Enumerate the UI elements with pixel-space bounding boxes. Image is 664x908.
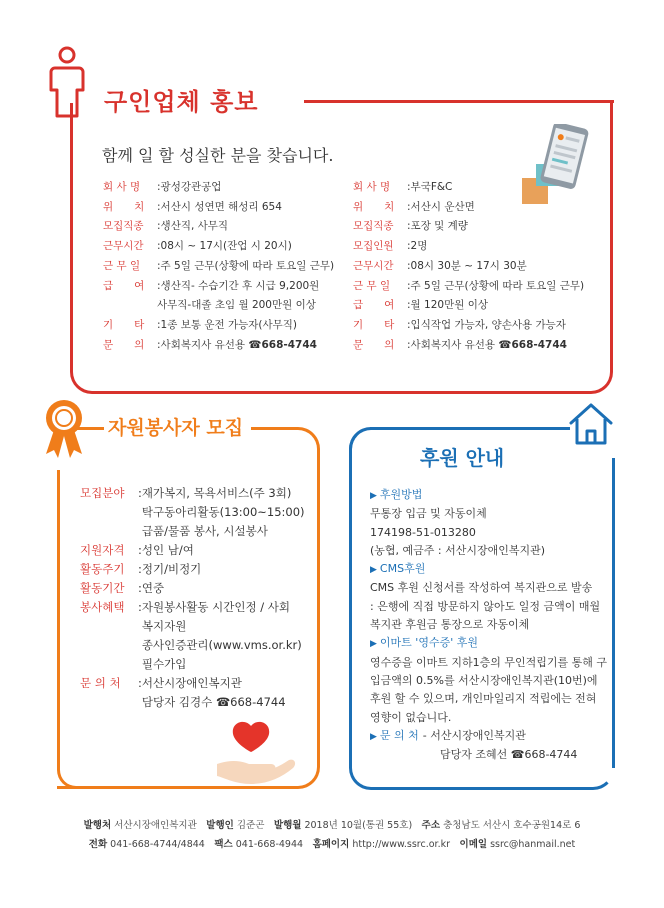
info-value — [161, 277, 320, 297]
volunteer-row: 문 의 처 : 서산시장애인복지관 담당자 김경수 ☎668-4744 — [80, 674, 316, 712]
info-value — [161, 316, 297, 336]
donation-contact-org: - 서산시장애인복지관 — [422, 728, 526, 742]
volunteer-value-line: 급품/물품 봉사, 시설봉사 — [141, 524, 268, 538]
job-subtitle: 함께 일 할 성실한 분을 찾습니다. — [102, 146, 334, 165]
footer-key: 발행인 — [206, 820, 234, 831]
volunteer-value-line: 연중 — [141, 581, 165, 595]
info-label: 기 타 — [103, 318, 145, 331]
info-value-text: 2명 — [410, 240, 428, 253]
donation-line: CMS 후원 신청서를 작성하여 복지관으로 발송 — [370, 581, 593, 595]
company-info-row: 기 타 : 입식작업 가능자, 양손사용 가능자 — [353, 316, 584, 336]
donation-heading — [370, 634, 606, 653]
info-label: 위 치 — [103, 200, 145, 213]
volunteer-value — [142, 560, 201, 579]
info-value — [161, 336, 317, 356]
info-value-text: 주 5일 근무(상황에 따라 토요일 근무) — [160, 259, 335, 272]
footer-value: 김준곤 — [236, 820, 265, 831]
footer-line-2 — [0, 835, 664, 854]
footer-key: 발행처 — [83, 820, 112, 831]
info-label: 근무시간 — [103, 240, 144, 253]
company-info-row: 위 치 : 서산시 운산면 — [353, 198, 584, 218]
footer-value: 2018년 10월(통권 55호) — [304, 820, 413, 831]
volunteer-value-line: 자원봉사활동 시간인정 / 사회 — [141, 600, 291, 614]
donation-heading-text: CMS후원 — [379, 562, 426, 576]
info-value-text: 광성강관공업 — [160, 181, 222, 193]
triangle-bullet-icon: ▶ — [370, 565, 377, 576]
info-value-text: 08시 ~ 17시(잔업 시 20시) — [160, 240, 292, 253]
donation-contact-person: 담당자 조혜선 ☎668-4744 — [440, 748, 578, 762]
info-value — [411, 257, 527, 277]
volunteer-value — [142, 579, 164, 598]
company-info-row: 회 사 명 : 부국F&C — [353, 178, 584, 198]
company-info-row: 기 타 : 1종 보통 운전 가능자(사무직) — [103, 316, 334, 336]
volunteer-value-line: 종사인증관리(www.vms.or.kr) — [141, 638, 302, 652]
company-info-row: 문 의 : 사회복지사 유선용 ☎668-4744 — [353, 336, 584, 356]
info-value-text: 주 5일 근무(상황에 따라 토요일 근무) — [410, 279, 585, 292]
donation-line: (농협, 예금주 : 서산시장애인복지관) — [370, 543, 546, 557]
info-value-text: 부국F&C — [410, 181, 453, 193]
donation-frame-corner — [349, 427, 373, 451]
company-info-row: 근무시간 : 08시 30분 ~ 17시 30분 — [353, 257, 584, 277]
info-value — [161, 178, 222, 198]
info-label: 근 무 일 — [353, 279, 391, 292]
medal-icon — [42, 396, 86, 460]
info-label: 회 사 명 — [103, 181, 141, 193]
donation-heading-text: 후원방법 — [379, 488, 423, 501]
company-info-row: 급 여 : 생산직- 수습기간 후 시급 9,200원 — [103, 277, 334, 297]
info-value — [411, 217, 468, 237]
info-value — [411, 277, 585, 297]
phone-number: ☎668-4744 — [498, 338, 567, 351]
info-value-text: 서산시 운산면 — [410, 200, 475, 213]
phone-number: ☎668-4744 — [248, 338, 317, 351]
heart-in-hand-illustration — [215, 720, 299, 786]
triangle-bullet-icon: ▶ — [370, 639, 377, 650]
info-value-text: 서산시 성연면 해성리 654 — [160, 200, 282, 213]
info-value — [161, 237, 292, 257]
info-value — [161, 198, 282, 218]
donation-heading — [370, 486, 606, 505]
info-value — [161, 217, 229, 237]
info-value-text: 사무직-대졸 초임 월 200만원 이상 — [157, 299, 316, 312]
person-icon — [49, 46, 85, 118]
footer-key: 팩스 — [214, 839, 233, 850]
donation-line: 174198-51-013280 — [370, 525, 476, 539]
company-info-row: 근무시간 : 08시 ~ 17시(잔업 시 20시) — [103, 237, 334, 257]
volunteer-label: 활동기간 — [80, 581, 125, 595]
footer-key: 주소 — [421, 820, 441, 831]
volunteer-value-line: 탁구동아리활동(13:00~15:00) — [141, 505, 305, 519]
donation-line: 영향이 없습니다. — [370, 710, 452, 724]
info-label: 근무시간 — [353, 259, 394, 272]
info-label: 문 의 — [103, 338, 145, 351]
company-info-row — [103, 296, 334, 316]
info-value — [411, 178, 453, 198]
info-label: 근 무 일 — [103, 259, 141, 272]
donation-line: : 은행에 직접 방문하지 않아도 일정 금액이 매월 — [370, 599, 601, 613]
volunteer-value-line: 서산시장애인복지관 — [141, 676, 242, 690]
footer-key: 전화 — [88, 839, 108, 850]
info-label: 모집직종 — [353, 220, 394, 233]
house-icon — [567, 401, 615, 447]
volunteer-label: 지원자격 — [80, 543, 125, 557]
info-value-text: 1종 보통 운전 가능자(사무직) — [160, 318, 298, 331]
info-value — [411, 237, 428, 257]
volunteer-value-line: 담당자 김경수 ☎668-4744 — [141, 695, 286, 709]
volunteer-label: 모집분야 — [80, 486, 125, 500]
footer-line-1 — [0, 816, 664, 835]
company-info-row: 회 사 명 : 광성강관공업 — [103, 178, 334, 198]
triangle-bullet-icon: ▶ — [370, 731, 377, 742]
company-1-details — [103, 178, 334, 355]
footer-key: 발행월 — [273, 820, 302, 831]
company-info-row: 급 여 : 월 120만원 이상 — [353, 296, 584, 316]
company-info-row: 근 무 일 : 주 5일 근무(상황에 따라 토요일 근무) — [353, 277, 584, 297]
donation-line: 입금액의 0.5%를 서산시장애인복지관(10번)에 — [370, 673, 598, 687]
publication-footer — [0, 816, 664, 854]
donation-heading-text: 이마트 '영수증' 후원 — [379, 636, 478, 650]
info-value-text: 월 120만원 이상 — [410, 299, 488, 312]
info-value-text: 생산직- 수습기간 후 시급 9,200원 — [160, 279, 320, 292]
info-label: 기 타 — [353, 318, 395, 331]
volunteer-value-line: 정기/비정기 — [141, 562, 202, 576]
info-value — [411, 296, 488, 316]
info-value — [411, 336, 567, 356]
info-value — [411, 198, 475, 218]
volunteer-title: 자원봉사자 모집 — [104, 413, 251, 440]
volunteer-row: 지원자격 : 성인 남/여 — [80, 541, 316, 560]
footer-value: ssrc@hanmail.net — [490, 839, 576, 850]
volunteer-value-line: 복지자원 — [141, 619, 187, 633]
volunteer-value-line: 재가복지, 목욕서비스(주 3회) — [141, 486, 292, 500]
company-info-row: 모집직종 : 생산직, 사무직 — [103, 217, 334, 237]
info-value — [161, 257, 335, 277]
footer-key: 이메일 — [459, 839, 488, 850]
info-label: 모집직종 — [103, 220, 144, 233]
volunteer-value-line: 성인 남/여 — [141, 543, 194, 557]
volunteer-value — [142, 541, 194, 560]
volunteer-row: 모집분야 : 재가복지, 목욕서비스(주 3회) 탁구동아리활동(13:00~15:00) 급품/물품 봉사, 시설봉사 — [80, 484, 316, 541]
company-info-row: 근 무 일 : 주 5일 근무(상황에 따라 토요일 근무) — [103, 257, 334, 277]
footer-value: 충청남도 서산시 호수공원14로 6 — [443, 820, 581, 831]
volunteer-row: 활동기간 : 연중 — [80, 579, 316, 598]
info-value — [411, 316, 566, 336]
info-value-text: 사회복지사 유선용 — [410, 338, 496, 351]
footer-value: 041-668-4744/4844 — [110, 839, 205, 850]
company-info-row: 모집인원 : 2명 — [353, 237, 584, 257]
info-value — [157, 296, 316, 316]
job-section-topline — [304, 100, 614, 103]
info-label: 모집인원 — [353, 240, 394, 253]
triangle-bullet-icon: ▶ — [370, 491, 377, 501]
donation-details — [370, 486, 606, 764]
donation-contact-label: 문 의 처 — [379, 728, 419, 742]
info-label: 문 의 — [353, 338, 395, 351]
donation-frame-top — [370, 427, 570, 430]
info-label: 급 여 — [353, 299, 395, 312]
volunteer-value — [142, 674, 286, 712]
footer-key: 홈페이지 — [312, 839, 350, 850]
volunteer-value-line: 필수가입 — [141, 657, 187, 671]
info-value-text: 입식작업 가능자, 양손사용 가능자 — [410, 318, 566, 331]
donation-frame-right — [612, 458, 615, 768]
company-info-row: 문 의 : 사회복지사 유선용 ☎668-4744 — [103, 336, 334, 356]
footer-value: http://www.ssrc.or.kr — [352, 839, 450, 850]
volunteer-frame-left — [57, 470, 60, 770]
info-label: 위 치 — [353, 200, 395, 213]
footer-value: 041-668-4944 — [235, 839, 304, 850]
info-label: 회 사 명 — [353, 181, 391, 193]
info-value-text: 08시 30분 ~ 17시 30분 — [410, 259, 527, 272]
volunteer-label: 봉사혜택 — [80, 600, 125, 614]
info-value-text: 사회복지사 유선용 — [160, 338, 246, 351]
donation-line: 후원 할 수 있으며, 개인마일리지 적립에는 전혀 — [370, 692, 597, 706]
volunteer-details — [80, 484, 316, 712]
company-2-details — [353, 178, 584, 355]
company-info-row: 모집직종 : 포장 및 계량 — [353, 217, 584, 237]
volunteer-row: 봉사혜택 : 자원봉사활동 시간인정 / 사회 복지자원 종사인증관리(www.vms.or.kr) 필수가입 — [80, 598, 316, 674]
info-value-text: 생산직, 사무직 — [160, 220, 229, 233]
volunteer-value — [142, 598, 302, 674]
volunteer-label: 활동주기 — [80, 562, 125, 576]
company-info-row: 위 치 : 서산시 성연면 해성리 654 — [103, 198, 334, 218]
info-value-text: 포장 및 계량 — [410, 220, 468, 233]
donation-contact-heading — [370, 727, 606, 746]
donation-heading — [370, 560, 606, 579]
donation-line: 무통장 입금 및 자동이체 — [370, 507, 487, 521]
job-title: 구인업체 홍보 — [104, 88, 259, 116]
volunteer-value — [142, 484, 305, 541]
donation-line: 영수증을 이마트 지하1층의 무인적립기를 통해 구 — [370, 655, 607, 669]
volunteer-row: 활동주기 : 정기/비정기 — [80, 560, 316, 579]
donation-line: 복지관 후원금 통장으로 자동이체 — [370, 618, 530, 632]
info-label: 급 여 — [103, 279, 145, 292]
donation-title: 후원 안내 — [420, 446, 505, 470]
footer-value: 서산시장애인복지관 — [114, 820, 197, 831]
volunteer-label: 문 의 처 — [80, 676, 121, 690]
